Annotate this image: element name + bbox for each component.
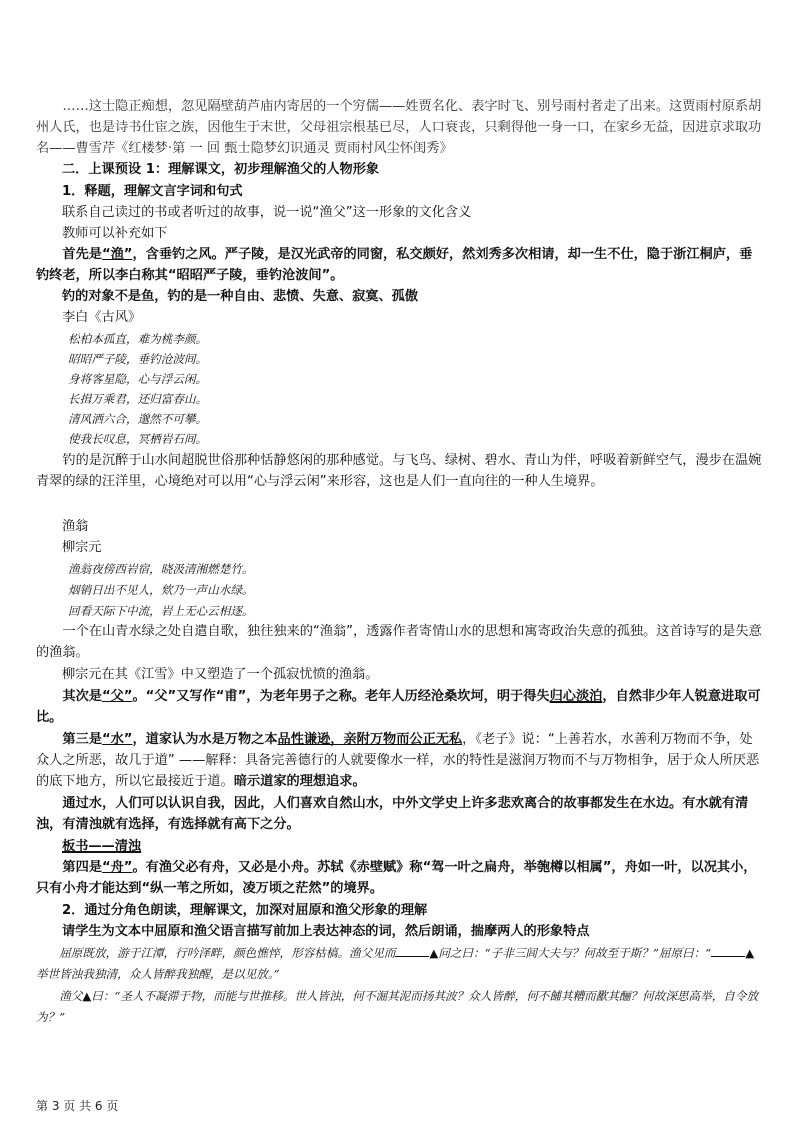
second-keyword: “父” — [101, 689, 133, 704]
prompt-1: 联系自己读过的书或者听过的故事，说一说“渔父”这一形象的文化含义 — [62, 205, 472, 220]
second-lead: 其次是 — [62, 689, 102, 704]
poem-1-line-5: 清风洒六合，邈然不可攀。 — [68, 412, 208, 426]
intro-paragraph: ……这士隐正痴想，忽见隔壁葫芦庙内寄居的一个穷儒——姓贾名化、表字时飞、别号雨村者走了出来。这贾雨村原系胡州人氏，也是诗书仕宦之族，因他生于末世，父母祖宗根基已尽，人口衰丧，只剩得他一身一口，在家乡无益，因进京求取功名——曹雪芹《红楼梦·第 一 回 甄士隐梦幻识通灵 贾雨村风尘怀闺秀》 — [36, 99, 762, 156]
poem-1-line-4: 长揖万乘君，还归富春山。 — [68, 392, 208, 406]
third-mid-1: ，道家认为水是万物之本 — [132, 732, 278, 747]
third-end: 暗示道家的理想追求。 — [233, 774, 366, 789]
first-keyword: “渔” — [101, 247, 133, 262]
poem-1-author: 李白《古风》 — [62, 310, 142, 325]
third-point-paragraph — [36, 729, 762, 792]
poem-2-title: 渔翁 — [62, 519, 89, 534]
answer-blank[interactable] — [711, 944, 745, 957]
jiangxue-note: 柳宗元在其《江雪》中又塑造了一个孤寂忧愤的渔翁。 — [62, 667, 379, 682]
text-1c: ▲举世皆浊我独清，众人皆醉我独醒，是以见放。” — [36, 946, 755, 981]
text-passage-2: 渔父▲曰：“圣人不凝滞于物，而能与世推移。世人皆浊，何不淈其泥而扬其波？众人皆醉，何不餔其糟而歠其酾？何故深思高举，自令放为？” — [36, 989, 759, 1024]
fishing-description: 钓的是沉醉于山水间超脱世俗那种恬静悠闲的那种感觉。与飞鸟、绿树、碧水、青山为伴，呼吸着新鲜空气，漫步在温婉青翠的绿的汪洋里，心境绝对可以用“心与浮云闲”来形容，这也是人们一直向往的一种人生境界。 — [36, 453, 762, 489]
board-note: 板书——清浊 — [62, 839, 142, 854]
first-lead: 首先是 — [62, 247, 102, 262]
poem-2-author: 柳宗元 — [62, 540, 102, 555]
fourth-lead: 第四是 — [62, 860, 102, 875]
first-point-paragraph — [36, 244, 762, 286]
water-paragraph: 通过水，人们可以认识自我，因此，人们喜欢自然山水，中外文学史上许多悲欢离合的故事都发生在水边。有水就有清浊，有清浊就有选择，有选择就有高下之分。 — [36, 796, 749, 832]
answer-blank[interactable] — [395, 944, 429, 957]
fishing-target: 钓的对象不是鱼，钓的是一种自由、悲愤、失意、寂寞、孤傲 — [62, 289, 419, 304]
poem-2-line-1: 渔翁夜傍西岩宿，晓汲清湘燃楚竹。 — [68, 562, 254, 576]
text-1a: 屈原既放，游于江潭，行吟泽畔，颜色憔悴，形容枯槁。渔父见而 — [59, 946, 396, 960]
poem-1-line-6: 使我长叹息，冥栖岩石间。 — [68, 432, 208, 446]
teacher-note: 教师可以补充如下 — [62, 226, 168, 241]
poem-1-line-2: 昭昭严子陵，垂钓沧波间。 — [68, 352, 208, 366]
poem-1-line-1: 松柏本孤直，难为桃李颜。 — [68, 332, 208, 346]
second-underlined: 归心淡泊 — [549, 689, 603, 704]
poem-2-line-2: 烟销日出不见人，欸乃一声山水绿。 — [68, 583, 254, 597]
prompt-2: 请学生为文本中屈原和渔父语言描写前加上表达神态的词，然后朗诵，揣摩两人的形象特点 — [62, 924, 590, 939]
first-rest: ，含垂钓之风。严子陵，是汉光武帝的同窗，私交颇好，然刘秀多次相请，却一生不仕，隐于浙江桐庐，垂钓终老，所以李白称其“昭昭严子陵，垂钓沧波间”。 — [36, 247, 753, 283]
second-mid: 。“父”又写作“甫”，为老年男子之称。老年人历经沧桑坎坷，明于得失 — [132, 689, 550, 704]
poem-1-line-3: 身将客星隐，心与浮云闲。 — [68, 372, 208, 386]
third-lead: 第三是 — [62, 732, 102, 747]
section-2-title: 二．上课预设 1：理解课文，初步理解渔父的人物形象 — [62, 162, 380, 177]
third-underlined: 品性谦逊，亲附万物而公正无私 — [277, 732, 463, 747]
text-passage-1 — [36, 943, 762, 985]
poem-2-line-3: 回看天际下中流，岩上无心云相逐。 — [68, 604, 254, 618]
page-footer: 第 3 页 共 6 页 — [36, 1099, 119, 1113]
fourth-keyword: “舟” — [101, 860, 133, 875]
fourth-point-paragraph — [36, 857, 762, 899]
second-point-paragraph — [36, 686, 762, 728]
third-mid-2: ，《老子》说：“上善若水，水善利万物而不争，处众人之所恶，故几于道” ——解释：具备完善德行的人就要像水一样，水的特性是滋润万物而不与万物相争，居于众人所厌恶的底下地方，所以它最接近于道。 — [36, 732, 760, 789]
third-keyword: “水” — [101, 732, 133, 747]
second-rest: ，自然非少年人锐意进取可比。 — [36, 689, 761, 725]
subsection-1-title: 1．释题，理解文言字词和句式 — [62, 184, 243, 199]
fourth-rest: 。有渔父必有舟，又必是小舟。苏轼《赤壁赋》称“驾一叶之扁舟，举匏樽以相属”，舟如一叶，以况其小，只有小舟才能达到“纵一苇之所如，凌万顷之茫然”的境界。 — [36, 860, 757, 896]
subsection-2-title: 2．通过分角色朗读，理解课文，加深对屈原和渔父形象的理解 — [62, 903, 428, 918]
text-1b: ▲问之曰：“子非三闾大夫与？何故至于斯？”屈原曰：“ — [429, 946, 712, 960]
poem-2-description: 一个在山青水绿之处自遣自歌，独往独来的“渔翁”，透露作者寄情山水的思想和寓寄政治失意的孤独。这首诗写的是失意的渔翁。 — [36, 624, 762, 660]
